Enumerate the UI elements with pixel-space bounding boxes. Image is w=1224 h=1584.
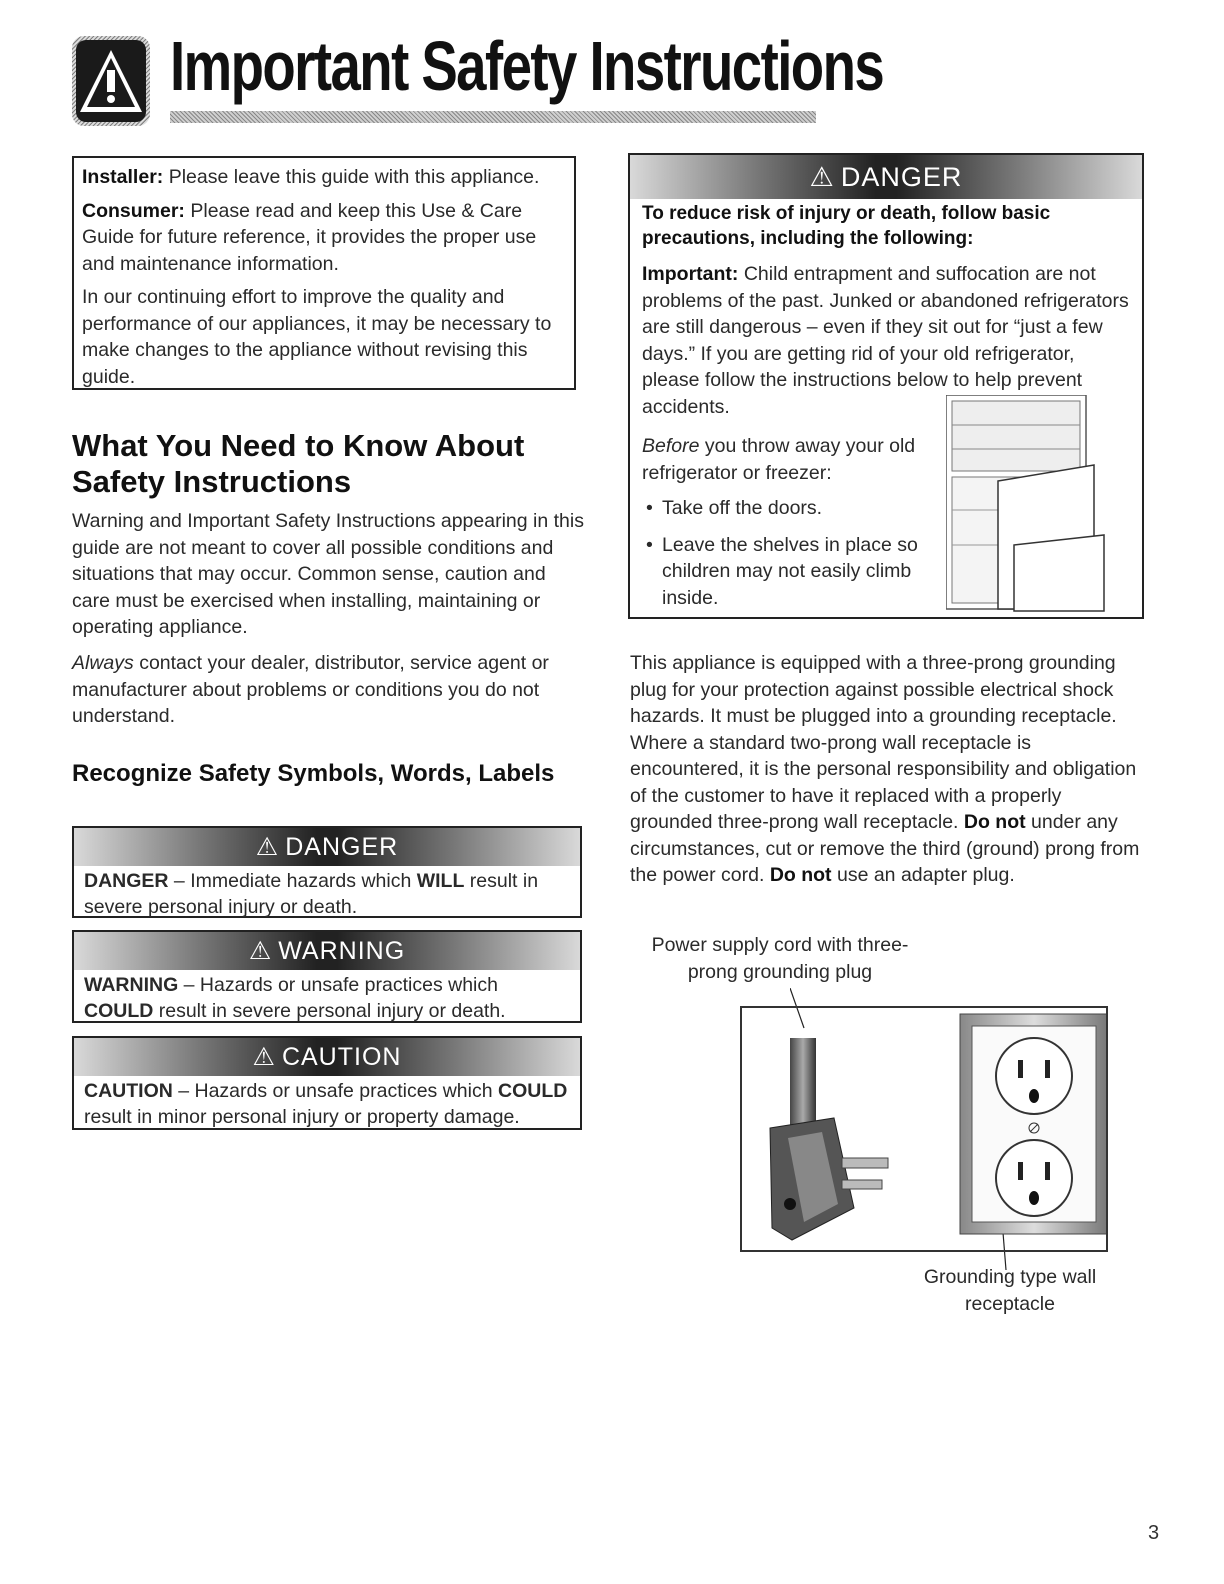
cord-caption: Power supply cord with three-prong grounding plug xyxy=(651,934,909,983)
alert-triangle-icon: ⚠ xyxy=(255,833,280,861)
alert-triangle-icon: ⚠ xyxy=(252,1043,276,1071)
refrigerator-illustration xyxy=(946,395,1142,613)
section-intro: Warning and Important Safety Instructions appearing in this guide are not meant to cover all possible conditions and situations that may occur. Common sense, caution and care must be exercised when installing, maintaining or operating appliance. xyxy=(72,510,584,638)
refrigerator-danger-box xyxy=(628,153,1144,619)
grounding-plug-illustration xyxy=(742,1008,1106,1250)
danger-banner: ⚠ DANGER xyxy=(630,155,1142,199)
grounding-paragraph: This appliance is equipped with a three-prong grounding plug for your protection against possible electrical shock hazards. It must be plugged into a grounding receptacle. Where a standard two-prong wall receptacle is encountered, it is the personal responsibility and obligation of the customer to have it replaced with a properly grounded three-prong wall receptacle. Do not under any circumstances, cut or remove the third (ground) prong from the power cord. Do not use an adapter plug. xyxy=(630,652,1140,886)
important-paragraph: Important: Child entrapment and suffocation are not problems of the past. Junked or abandoned refrigerators are still dangerous – even if they sit out for “just a few days.” If you are getting rid of your old refrigerator, please follow the instructions below to help prevent accidents. xyxy=(642,263,1129,418)
caution-banner: ⚠ CAUTION xyxy=(74,1038,580,1076)
warning-definition-box xyxy=(72,930,582,1023)
consumer-paragraph: Consumer: Please read and keep this Use & Care Guide for future reference, it provides the proper use and maintenance information. xyxy=(82,199,537,275)
warning-banner: ⚠ WARNING xyxy=(74,932,580,970)
danger-definition-box xyxy=(72,826,582,918)
improvement-paragraph: In our continuing effort to improve the quality and performance of our appliances, it may be necessary to make changes to the appliance without revising this guide. xyxy=(82,286,552,388)
safety-symbols-heading: Recognize Safety Symbols, Words, Labels xyxy=(72,760,555,787)
disposal-steps-list xyxy=(642,495,942,621)
list-item: • Take off the doors. xyxy=(642,495,942,522)
receptacle-caption: Grounding type wall receptacle xyxy=(923,1266,1097,1315)
section-heading: What You Need to Know About Safety Instructions xyxy=(72,428,525,499)
plug-and-receptacle-figure xyxy=(740,1006,1108,1252)
always-paragraph: Always contact your dealer, distributor, service agent or manufacturer about problems or conditions you do not understand. xyxy=(72,652,549,727)
before-paragraph: Before you throw away your old refrigerator or freezer: xyxy=(642,435,916,484)
danger-lead-text: To reduce risk of injury or death, follow basic precautions, including the following: xyxy=(642,203,1051,249)
installer-paragraph: Installer: Please leave this guide with this appliance. xyxy=(82,166,540,188)
page-number: 3 xyxy=(1148,1522,1160,1544)
danger-definition: DANGER – Immediate hazards which WILL result in severe personal injury or death. xyxy=(84,870,539,918)
warning-triangle-icon xyxy=(72,36,150,126)
title-underline xyxy=(170,111,816,123)
warning-definition: WARNING – Hazards or unsafe practices which COULD result in severe personal injury or death. xyxy=(84,974,506,1022)
page-title: Important Safety Instructions xyxy=(170,27,884,105)
caution-definition: CAUTION – Hazards or unsafe practices which COULD result in minor personal injury or property damage. xyxy=(84,1080,568,1128)
alert-triangle-icon: ⚠ xyxy=(248,937,273,965)
alert-triangle-icon: ⚠ xyxy=(809,161,835,192)
danger-banner: ⚠ DANGER xyxy=(74,828,580,866)
list-item: • Leave the shelves in place so children may not easily climb inside. xyxy=(642,532,942,612)
installer-notice-box xyxy=(72,156,576,390)
caution-definition-box xyxy=(72,1036,582,1130)
